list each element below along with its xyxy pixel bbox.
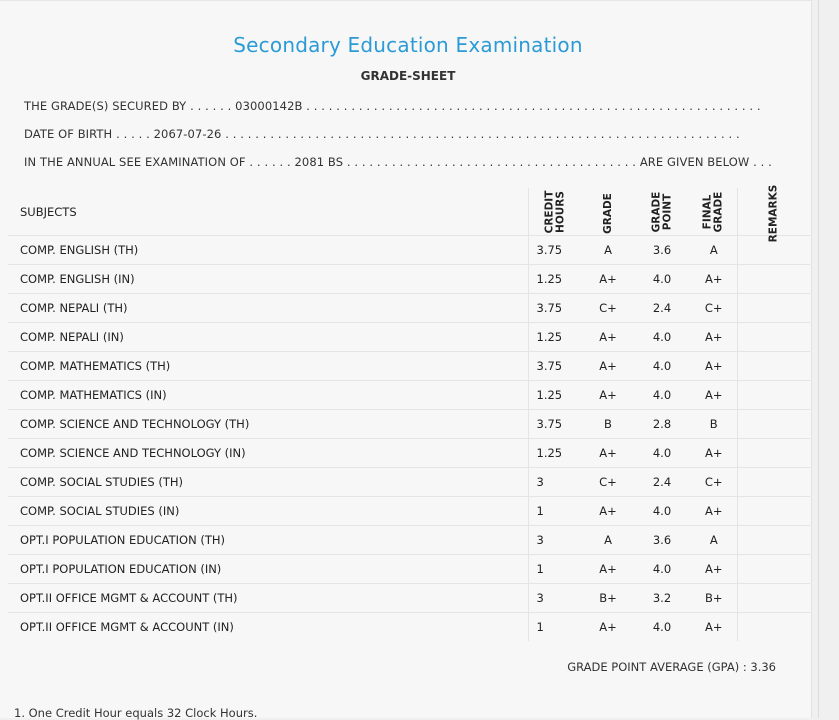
remarks-cell xyxy=(737,526,810,555)
gpa-value: 3.36 xyxy=(750,660,776,674)
secured-by-value: 03000142B xyxy=(235,99,303,113)
grade-cell: A+ xyxy=(583,323,633,352)
final-grade-cell: A+ xyxy=(691,381,737,410)
grade-cell: A+ xyxy=(583,381,633,410)
subject-cell: COMP. SOCIAL STUDIES (TH) xyxy=(8,468,528,497)
final-grade-cell: A xyxy=(691,526,737,555)
exam-suffix: ARE GIVEN BELOW xyxy=(639,155,750,169)
grades-table xyxy=(8,184,810,641)
credit-hours-cell: 1 xyxy=(528,497,583,526)
header-remarks: REMARKS xyxy=(737,188,810,236)
credit-hours-cell: 3.75 xyxy=(528,236,583,265)
credit-hours-cell: 3 xyxy=(528,526,583,555)
credit-hours-cell: 3.75 xyxy=(528,352,583,381)
subject-cell: OPT.II OFFICE MGMT & ACCOUNT (IN) xyxy=(8,613,528,642)
subject-cell: COMP. MATHEMATICS (TH) xyxy=(8,352,528,381)
grade-cell: B xyxy=(583,410,633,439)
grade-cell: A+ xyxy=(583,497,633,526)
dob-value: 2067-07-26 xyxy=(153,127,222,141)
credit-hours-cell: 3.75 xyxy=(528,294,583,323)
table-row xyxy=(8,294,810,323)
subject-cell: COMP. NEPALI (IN) xyxy=(8,323,528,352)
remarks-cell xyxy=(737,410,810,439)
final-grade-cell: C+ xyxy=(691,468,737,497)
subject-cell: OPT.I POPULATION EDUCATION (TH) xyxy=(8,526,528,555)
remarks-cell xyxy=(737,381,810,410)
credit-hours-cell: 1 xyxy=(528,613,583,642)
table-row xyxy=(8,468,810,497)
grade-cell: A+ xyxy=(583,439,633,468)
credit-hours-cell: 3.75 xyxy=(528,410,583,439)
dob-line: DATE OF BIRTH . . . . . 2067-07-26 . . . . . . . . . . . . . . . . . . . . . . . . . . . . . . . . . . . . . . . . . . . . . . . . . . . . . . . . . . . . . . . . . . . . . xyxy=(24,127,740,141)
grade-point-cell: 2.8 xyxy=(633,410,691,439)
right-border xyxy=(818,0,819,718)
grade-point-cell: 4.0 xyxy=(633,439,691,468)
table-row xyxy=(8,236,810,265)
remarks-cell xyxy=(737,555,810,584)
gpa-label: GRADE POINT AVERAGE (GPA) : xyxy=(567,660,747,674)
remarks-cell xyxy=(737,497,810,526)
final-grade-cell: A+ xyxy=(691,265,737,294)
secured-by-label: THE GRADE(S) SECURED BY xyxy=(24,99,187,113)
page-title: Secondary Education Examination xyxy=(233,33,583,57)
subject-cell: COMP. ENGLISH (IN) xyxy=(8,265,528,294)
exam-label: IN THE ANNUAL SEE EXAMINATION OF xyxy=(24,155,246,169)
final-grade-cell: B+ xyxy=(691,584,737,613)
grade-cell: A+ xyxy=(583,352,633,381)
grade-cell: A+ xyxy=(583,613,633,642)
dob-label: DATE OF BIRTH xyxy=(24,127,113,141)
grade-cell: A xyxy=(583,526,633,555)
footnote: 1. One Credit Hour equals 32 Clock Hours. xyxy=(14,706,258,720)
header-grade-point: GRADE POINT xyxy=(650,191,673,232)
remarks-cell xyxy=(737,613,810,642)
grade-point-cell: 4.0 xyxy=(633,352,691,381)
table-row xyxy=(8,584,810,613)
table-row xyxy=(8,526,810,555)
table-row xyxy=(8,323,810,352)
subject-cell: COMP. SCIENCE AND TECHNOLOGY (IN) xyxy=(8,439,528,468)
final-grade-cell: A+ xyxy=(691,613,737,642)
header-subjects: SUBJECTS xyxy=(20,204,77,219)
table-header-row xyxy=(8,188,810,236)
table-row xyxy=(8,555,810,584)
grade-cell: B+ xyxy=(583,584,633,613)
grade-cell: A xyxy=(583,236,633,265)
grade-point-cell: 4.0 xyxy=(633,323,691,352)
final-grade-cell: C+ xyxy=(691,294,737,323)
header-grade: GRADE xyxy=(601,192,614,234)
remarks-cell xyxy=(737,265,810,294)
secured-by-line: THE GRADE(S) SECURED BY . . . . . . 03000142B . . . . . . . . . . . . . . . . . . . . . . . . . . . . . . . . . . . . . . . . . . . . . . . . . . . . . . . . . . . . . xyxy=(24,99,761,113)
remarks-cell xyxy=(737,439,810,468)
subject-cell: COMP. NEPALI (TH) xyxy=(8,294,528,323)
final-grade-cell: A+ xyxy=(691,323,737,352)
grade-cell: A+ xyxy=(583,265,633,294)
credit-hours-cell: 1.25 xyxy=(528,381,583,410)
table-row xyxy=(8,352,810,381)
grade-cell: A+ xyxy=(583,555,633,584)
exam-value: 2081 BS xyxy=(294,155,344,169)
grade-point-cell: 2.4 xyxy=(633,468,691,497)
credit-hours-cell: 3 xyxy=(528,584,583,613)
credit-hours-cell: 1.25 xyxy=(528,439,583,468)
header-final-grade: FINAL GRADE xyxy=(701,191,725,232)
grade-point-cell: 4.0 xyxy=(633,555,691,584)
table-row xyxy=(8,613,810,642)
grade-point-cell: 4.0 xyxy=(633,265,691,294)
final-grade-cell: A+ xyxy=(691,439,737,468)
credit-hours-cell: 1 xyxy=(528,555,583,584)
grade-cell: C+ xyxy=(583,468,633,497)
table-row xyxy=(8,381,810,410)
remarks-cell xyxy=(737,294,810,323)
remarks-cell xyxy=(737,352,810,381)
exam-line: IN THE ANNUAL SEE EXAMINATION OF . . . . . . 2081 BS . . . . . . . . . . . . . . . . . . . . . . . . . . . . . . . . . . . . . . . ARE GIVEN BELOW . . . xyxy=(24,155,772,169)
remarks-cell xyxy=(737,323,810,352)
credit-hours-cell: 1.25 xyxy=(528,323,583,352)
grade-point-cell: 3.6 xyxy=(633,236,691,265)
subject-cell: OPT.II OFFICE MGMT & ACCOUNT (TH) xyxy=(8,584,528,613)
final-grade-cell: A+ xyxy=(691,352,737,381)
grade-point-cell: 4.0 xyxy=(633,381,691,410)
credit-hours-cell: 1.25 xyxy=(528,265,583,294)
table-row xyxy=(8,410,810,439)
subject-cell: COMP. ENGLISH (TH) xyxy=(8,236,528,265)
header-credit-hours: CREDIT HOURS xyxy=(528,188,583,236)
top-rule xyxy=(0,0,811,1)
subject-cell: COMP. SCIENCE AND TECHNOLOGY (TH) xyxy=(8,410,528,439)
grade-point-cell: 4.0 xyxy=(633,497,691,526)
subject-cell: OPT.I POPULATION EDUCATION (IN) xyxy=(8,555,528,584)
table-row xyxy=(8,497,810,526)
page-subtitle: GRADE-SHEET xyxy=(360,69,456,83)
grade-point-cell: 3.2 xyxy=(633,584,691,613)
grade-point-cell: 2.4 xyxy=(633,294,691,323)
table-row xyxy=(8,439,810,468)
grade-cell: C+ xyxy=(583,294,633,323)
final-grade-cell: A+ xyxy=(691,555,737,584)
grade-point-cell: 4.0 xyxy=(633,613,691,642)
subject-cell: COMP. MATHEMATICS (IN) xyxy=(8,381,528,410)
final-grade-cell: B xyxy=(691,410,737,439)
credit-hours-cell: 3 xyxy=(528,468,583,497)
table-row xyxy=(8,265,810,294)
final-grade-cell: A+ xyxy=(691,497,737,526)
grade-point-cell: 3.6 xyxy=(633,526,691,555)
gpa-line xyxy=(567,660,776,674)
subject-cell: COMP. SOCIAL STUDIES (IN) xyxy=(8,497,528,526)
remarks-cell xyxy=(737,468,810,497)
remarks-cell xyxy=(737,584,810,613)
final-grade-cell: A xyxy=(691,236,737,265)
